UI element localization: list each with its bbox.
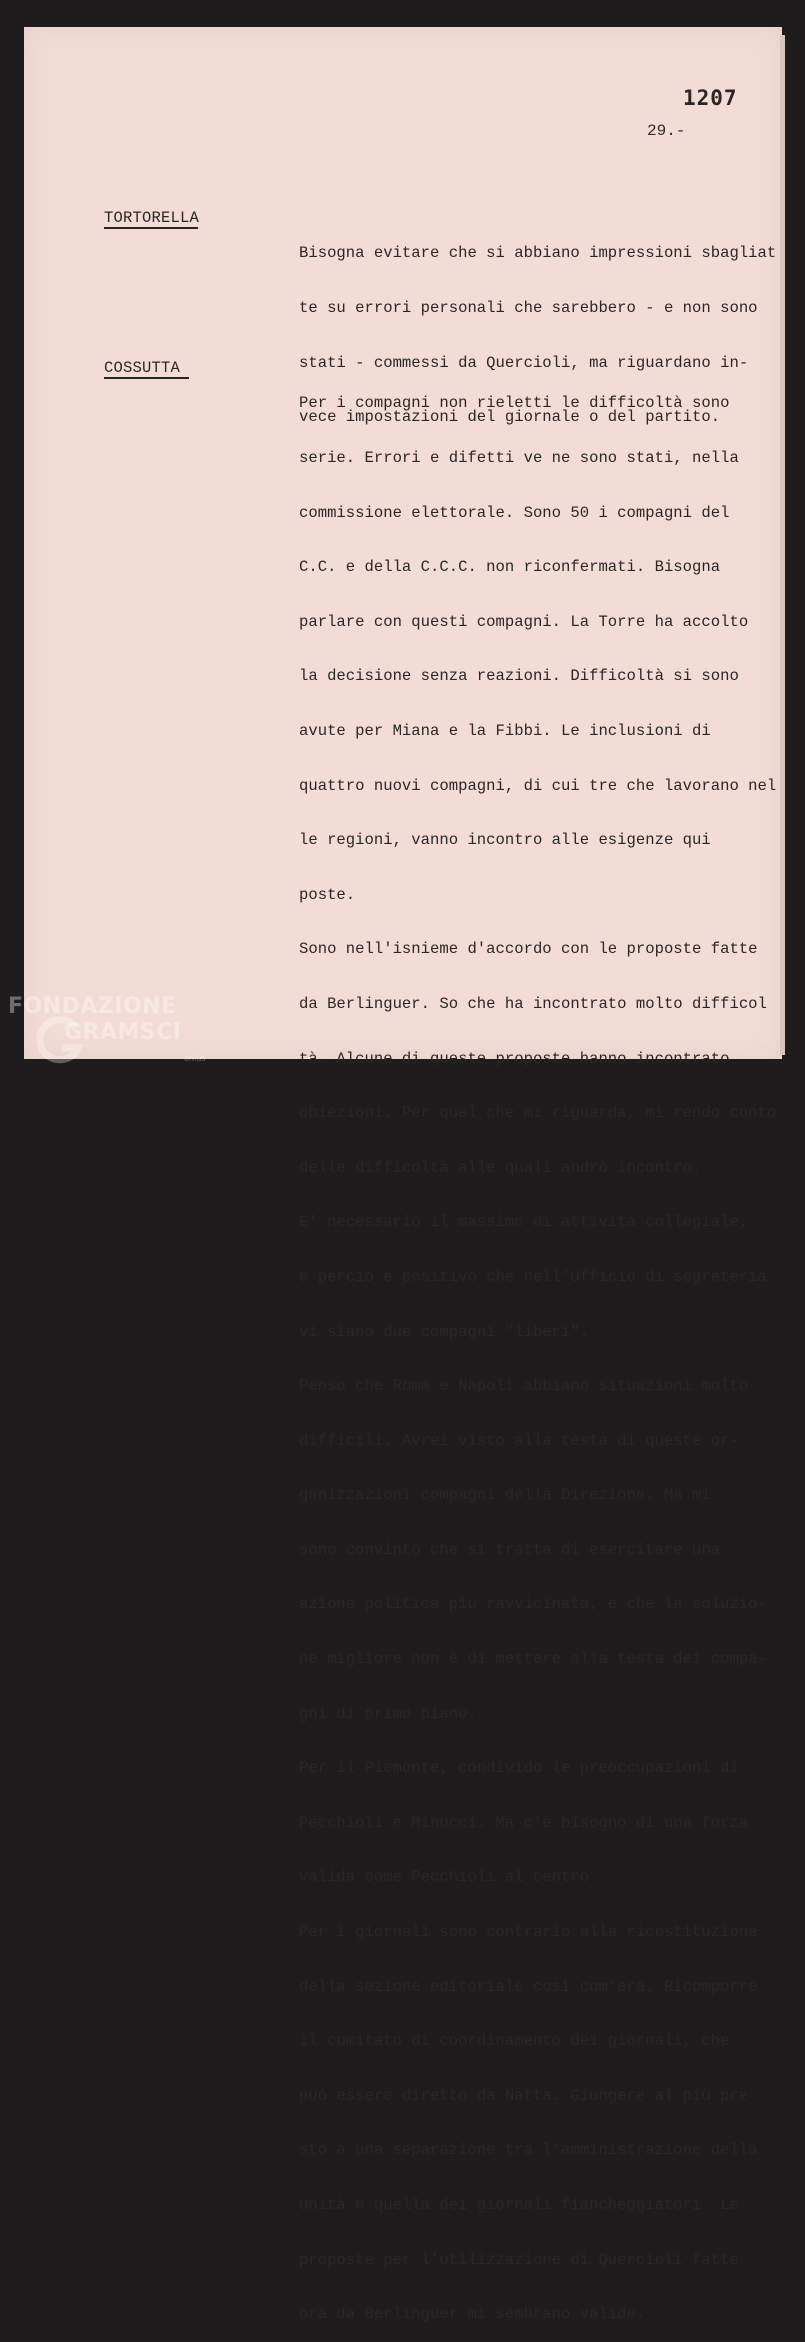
text-line: da Berlinguer. So che ha incontrato molto difficol xyxy=(299,994,767,1013)
page-number: 29.- xyxy=(647,122,686,140)
text-line: poste. xyxy=(299,885,356,904)
watermark-suffix: onlus xyxy=(184,1054,206,1063)
text-line: delle difficoltà alle quali andrò incontro. xyxy=(299,1158,702,1177)
document-number: 1207 xyxy=(683,86,738,110)
text-line: te su errori personali che sarebbero - e non sono xyxy=(299,299,758,317)
text-line: le regioni, vanno incontro alle esigenze qui xyxy=(299,831,711,850)
text-line: gni di primo piano. xyxy=(299,1704,477,1723)
text-line: vi siano due compagni "liberi". xyxy=(299,1322,590,1341)
speaker-underline xyxy=(104,227,198,229)
text-line: avute per Miana e la Fibbi. Le inclusioni di xyxy=(299,721,711,740)
text-line: E' necessario il massimo di attività collegiale, xyxy=(299,1213,749,1232)
text-line: valida come Pecchioli al centro. xyxy=(299,1868,599,1887)
text-line: Sono nell'isnieme d'accordo con le proposte fatte xyxy=(299,940,758,959)
text-line: Per i giornali sono contrario alla ricostituzione xyxy=(299,1923,758,1942)
text-line: la decisione senza reazioni. Difficoltà si sono xyxy=(299,667,739,686)
text-line: Per il Piemonte, condivido le preoccupazioni di xyxy=(299,1759,739,1778)
text-line: può essere diretto da Natta. Giungere al più pre- xyxy=(299,2086,758,2105)
text-line: azione politica più ravvicinata, e che la soluzio- xyxy=(299,1595,767,1614)
watermark-line2: GRAMSCI xyxy=(64,1020,182,1045)
text-line: tà. Alcune di queste proposte hanno incontrato xyxy=(299,1049,730,1068)
text-line: ora da Berlinguer mi sembrano valide. xyxy=(299,2305,646,2324)
text-line: parlare con questi compagni. La Torre ha accolto xyxy=(299,612,749,631)
fondazione-gramsci-watermark xyxy=(8,990,208,1070)
speaker-underline xyxy=(104,377,189,379)
text-line: sono convinto che si tratta di esercitare una xyxy=(299,1540,721,1559)
text-line: Bisogna evitare che si abbiano impressioni sbagliat xyxy=(299,244,777,263)
speaker-name: TORTORELLA xyxy=(104,209,200,227)
text-line: della sezione editoriale così com'era. Ricomporre xyxy=(299,1977,758,1996)
text-line: difficili. Avrei visto alla testa di queste or- xyxy=(299,1431,739,1450)
text-line: serie. Errori e difetti ve ne sono stati, nella xyxy=(299,449,739,467)
watermark-line1: FONDAZIONE xyxy=(8,994,177,1019)
text-line: Pecchioli e Minucci. Ma c'è bisogno di una forza xyxy=(299,1813,749,1832)
text-line: quattro nuovi compagni, di cui tre che lavorano nel xyxy=(299,776,777,795)
text-line: il comitato di coordinamento dei giornali, che xyxy=(299,2032,730,2051)
text-line: stati - commessi da Quercioli, ma riguardano in- xyxy=(299,353,749,372)
text-line: Unità e quella dei giornali fiancheggiatori. Le xyxy=(299,2196,739,2214)
text-line: e perciò è positivo che nell'Ufficio di segreteria xyxy=(299,1267,767,1286)
speech-text xyxy=(299,358,784,2342)
text-line: ne migliore non è di mettere alla testa dei compa- xyxy=(299,1650,767,1669)
text-line: sto a una separazione tra l'amministrazione della xyxy=(299,2141,758,2160)
text-line: vece impostazioni del giornale o del partito. xyxy=(299,408,721,427)
speaker-name: COSSUTTA xyxy=(104,359,181,377)
text-line: ganizzazioni compagni della Direzione. Ma mi xyxy=(299,1486,711,1505)
text-line: obiezioni. Per quel che mi riguarda, mi rendo conto xyxy=(299,1104,777,1123)
text-line: proposte per l'utilizzazione di Quercioli fatte xyxy=(299,2250,739,2269)
text-line: Per i compagni non rieletti le difficoltà sono xyxy=(299,394,730,413)
text-line: C.C. e della C.C.C. non riconfermati. Bisogna xyxy=(299,558,721,577)
text-line: Penso che Roma e Napoli abbiano situazioni molto xyxy=(299,1377,749,1396)
text-line: commissione elettorale. Sono 50 i compagni del xyxy=(299,503,730,522)
